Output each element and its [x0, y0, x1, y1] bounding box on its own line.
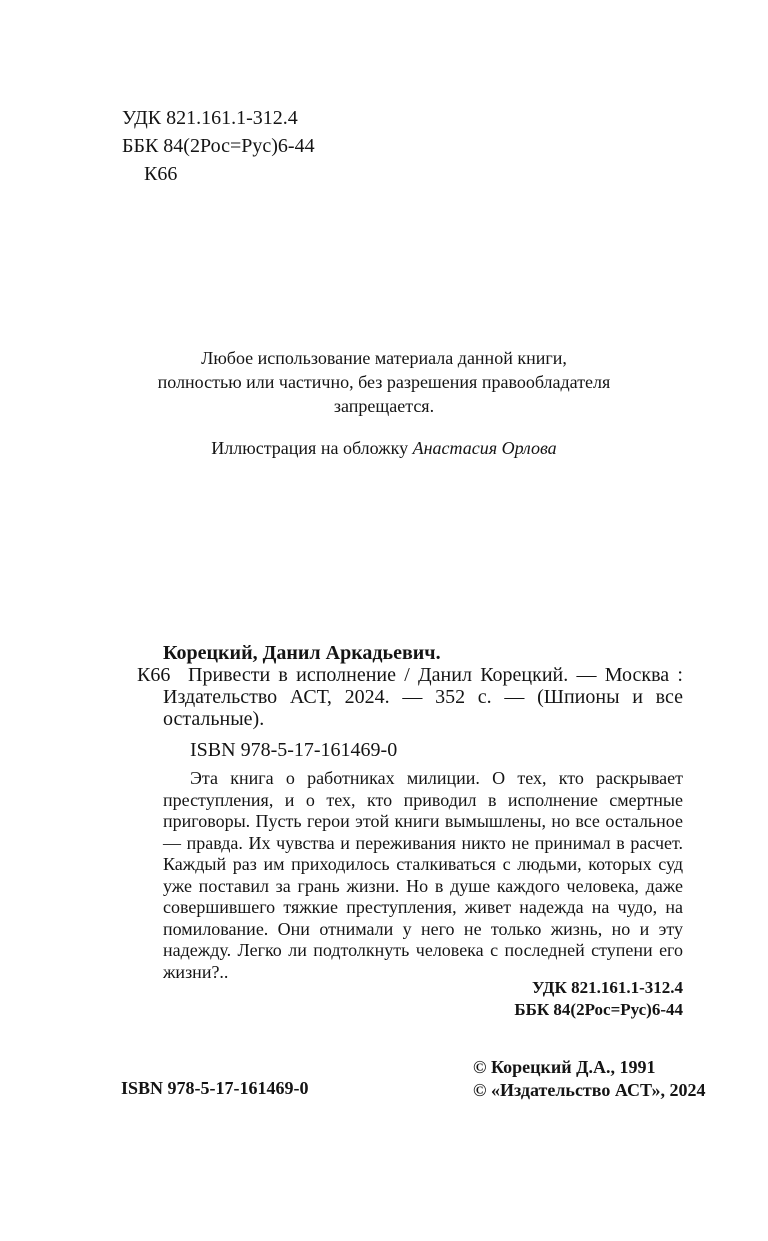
cover-credit-label: Иллюстрация на обложку — [211, 438, 413, 458]
rights-notice-line: запрещается. — [333, 396, 435, 416]
bbk-number: ББК 84(2Рос=Рус)6-44 — [122, 135, 315, 157]
classification-block — [122, 104, 315, 188]
rights-notice-line: полностью или частично, без разрешения правообладателя — [157, 372, 611, 392]
cover-illustration-credit — [104, 438, 664, 459]
catalog-isbn: ISBN 978-5-17-161469-0 — [190, 739, 398, 761]
udc-number: УДК 821.161.1-312.4 — [122, 107, 298, 129]
copyright-block — [473, 1056, 706, 1102]
author-sign: К66 — [144, 163, 178, 185]
rights-notice-line: Любое использование материала данной книги, — [201, 348, 567, 368]
copyright-line: © Корецкий Д.А., 1991 — [473, 1057, 656, 1077]
catalog-description — [137, 664, 683, 730]
classification-block-right — [514, 977, 683, 1021]
rights-notice — [104, 346, 664, 418]
footer-isbn: ISBN 978-5-17-161469-0 — [121, 1078, 309, 1098]
catalog-author-heading: Корецкий, Данил Аркадьевич. — [163, 642, 441, 664]
author-sign: К66 — [137, 664, 171, 686]
cover-artist-name: Анастасия Орлова — [412, 438, 557, 458]
annotation-paragraph: Эта книга о работниках милиции. О тех, кто раскрывает преступления, и о тех, кто приводил в исполнение смертные приговоры. Пусть герои этой книги вымышлены, но все остальное — правда. Их чувства и переживания никто не принимал в расчет. Каждый раз им приходилось сталкиваться с людьми, которых суд уже поставил за грань жизни. Но в душе каждого человека, даже совершившего тяжкие преступления, живет надежда на чудо, на помилование. Они отнимали у него не только жизнь, но и эту надежду. Легко ли подтолкнуть человека с последней ступени его жизни?.. — [163, 768, 683, 982]
copyright-line: © «Издательство АСТ», 2024 — [473, 1080, 706, 1100]
bbk-number: ББК 84(2Рос=Рус)6-44 — [514, 1000, 683, 1019]
catalog-entry — [137, 642, 683, 761]
udc-number: УДК 821.161.1-312.4 — [532, 978, 683, 997]
catalog-description-text: Привести в исполнение / Данил Корецкий. — Москва : Издательство АСТ, 2024. — 352 с. — (Шпионы и все остальные). — [163, 664, 683, 730]
